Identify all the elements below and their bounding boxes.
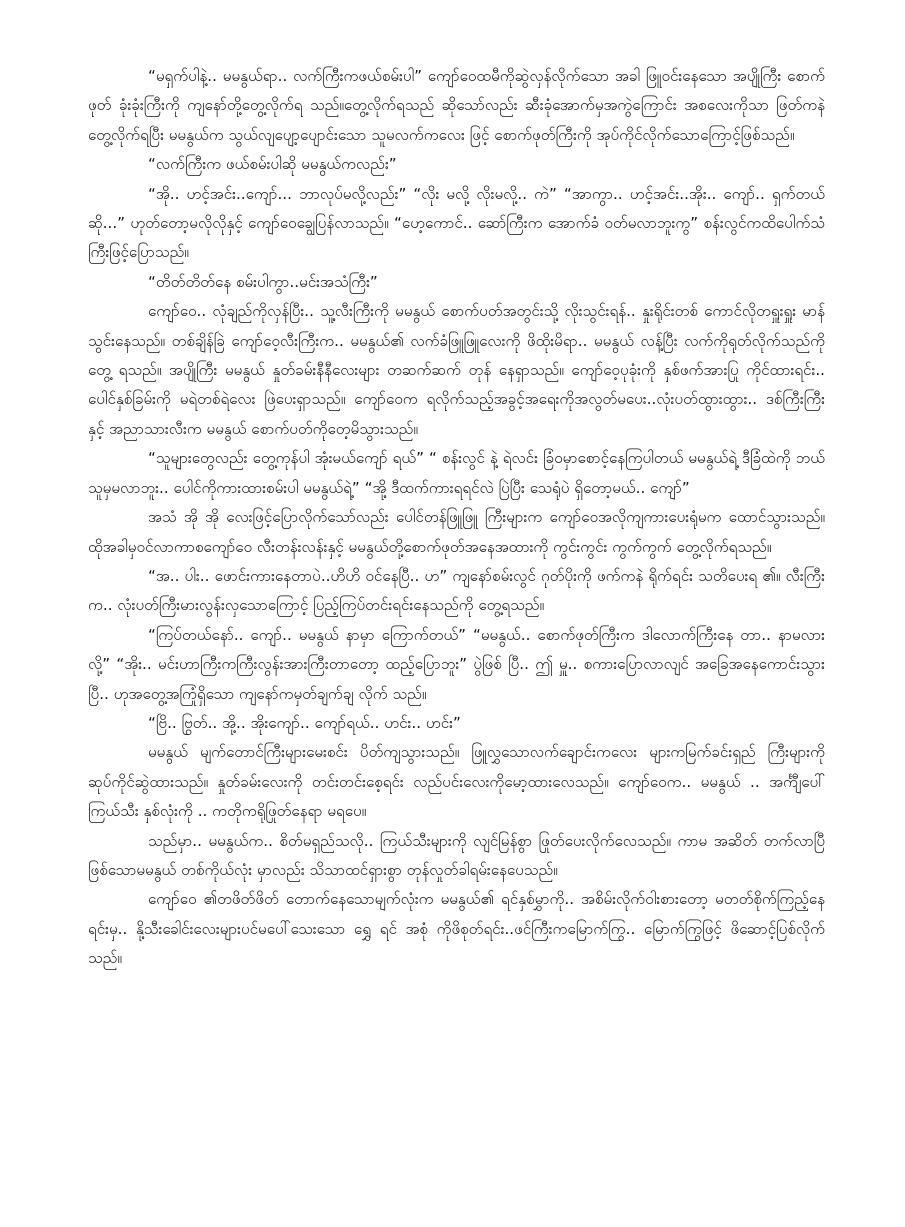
paragraph-1: “မရှက်ပါနဲ့.. မမနွယ်ရာ.. လက်ကြီးကဖယ်စမ်းပါ” ကျော်ဝေထမီကိုဆွဲလှန်လိုက်သော အခါ ဖြူဝင်းနေသော အပျိုကြီး စောက်ဖုတ် ခုံးခုံးကြီးကို ကျနော်တို့တွေ့လိုက်ရ သည်။တွေ့လိုက်ရသည် ဆိုသော်လည်း ဆီးခုံအောက်မှအကွဲကြောင်း အစလေးကိုသာ ဖြတ်ကနဲတွေ့လိုက်ရပြီး မမနွယ်က သွယ်လျပျော့ပျောင်းသော သူမလက်ကလေး ဖြင့် စောက်ဖုတ်ကြီးကို အုပ်ကိုင်လိုက်သောကြောင့်ဖြစ်သည်။ <box>88 67 825 144</box>
paragraph-12: သည်မှာ.. မမနွယ်က.. စိတ်မရှည်သလို.. ကြယ်သီးများကို လျင်မြန်စွာ ဖြုတ်ပေးလိုက်လေသည်။ ကာမ အဆိတ် တက်လာပြီ ဖြစ်သောမမနွယ် တစ်ကိုယ်လုံး မှာလည်း သိသာထင်ရှားစွာ တုန်လှုတ်ခါရမ်းနေပေသည်။ <box>88 831 825 879</box>
paragraph-11: မမနွယ် မျက်တောင်ကြီးများမေးစင်း ပိတ်ကျသွားသည်။ ဖြူလွှသောလက်ချောင်းကလေး များကမြက်ခင်းရှည် ကြီးများကို ဆုပ်ကိုင်ဆွဲထားသည်။ နှုတ်ခမ်းလေးကို တင်းတင်းစေ့ရင်း လည်ပင်းလေးကိုမော့ထားလေသည်။ ကျော်ဝေက.. မမနွယ် .. အင်္ကျီပေါ်ကြယ်သီး နှစ်လုံးကို .. ကတိုကရိုဖြုတ်နေရာ မရပေ။ <box>88 743 825 821</box>
paragraph-7: အသံ အို အို လေးဖြင့်ပြောလိုက်သော်လည်း ပေါင်တန်ဖြူဖြူ ကြီးများက ကျော်ဝေအလိုကျကားပေးရုံမက ထောင်သွားသည်။ ထိုအခါမှဝင်လာကာစကျော်ဝေ လီးတန်းလန်းနှင့် မမနွယ်တို့စောက်ဖုတ်အနေအထားကို ကွင်းကွင်း ကွက်ကွက် တွေ့လိုက်ရသည်။ <box>88 508 825 556</box>
paragraph-10: “ဗြိ.. ဗြွတ်.. အို့.. အိုးကျော်.. ကျော်ရယ်.. ဟင်း.. ဟင်း” <box>148 713 461 732</box>
paragraph-2: “လက်ကြီးက ဖယ်စမ်းပါဆို မမနွယ်ကလည်း” <box>148 155 397 174</box>
paragraph-13: ကျော်ဝေ ၏တဖိတ်ဖိတ် တောက်နေသောမျက်လုံးက မမနွယ်၏ ရင်နှစ်မွှာကို.. အစိမ်းလိုက်ဝါးစားတော့ မတတ်စိုက်ကြည့်နေရင်းမှ.. နို့သီးခေါင်းလေးများပင်မပေါ်သေးသော ရွှေ ရင် အစုံ ကိုဖိစုတ်ရင်း..ဖင်ကြီးကမြောက်ကြွ.. မြောက်ကြွဖြင့် ဖိဆောင့်ပြစ်လိုက်သည်။ <box>88 890 825 968</box>
paragraph-9: “ကြပ်တယ်နော်.. ကျော်.. မမနွယ် နာမှာ ကြောက်တယ်” “မမနွယ်.. စောက်ဖုတ်ကြီးက ဒါလောက်ကြီးနေ တာ.. နာမလားလို့” “အိုး.. မင်းဟာကြီးကကြီးလွန်းအားကြီးတာတော့ ထည့်ပြောဘူး” ပွဲဖြစ် ပြီ.. ဤ မှူ.. စကားပြောလာလျင် အခြေအနေကောင်းသွားပြီ.. ဟုအတွေ့အကြုံရှိသော ကျနော်ကမှတ်ချက်ချ လိုက် သည်။ <box>88 625 825 703</box>
paragraph-5: ကျော်ဝေ.. လုံချည်ကိုလှန်ပြီး.. သူ့လီးကြီးကို မမနွယ် စောက်ပတ်အတွင်းသို့ လိုးသွင်းရန်.. နှုးရိုင်းတစ် ကောင်လိုတရှူးရှူး မာန်သွင်းနေသည်။ တစ်ချိန်ခြဲ ကျော်ဝေ့လီးကြီးက.. မမနွယ်၏ လက်ခံဖြူဖြူလေးကို ဖိထိုးမိရာ.. မမနွယ် လန့်ပြီး လက်ကိုရုတ်လိုက်သည်ကိုတွေ့ ရသည်။ အပျိုကြီး မမနွယ် နှုတ်ခမ်းနီနီလေးများ တဆက်ဆက် တုန် နေရှာသည်။ ကျော်ဝေ့ပုခုံးကို နှစ်ဖက်အားပြု ကိုင်ထားရင်း.. ပေါင်နှစ်ခြမ်းကို မရဲတစ်ရဲလေး ဖြဲပေးရှာသည်။ ကျော်ဝေက ရလိုက်သည့်အခွင့်အရေးကိုအလွတ်မပေး..လုံးပတ်ထွားထွား.. ဒစ်ကြီးကြီး နှင့် အညာသားလီးက မမနွယ် စောက်ပတ်ကိုတေ့မိသွားသည်။ <box>88 302 825 438</box>
paragraph-8: “အ.. ပါး.. ဖောင်းကားနေတာပဲ..ဟိဟိ ဝင်နေပြီ.. ဟ” ကျနော်စမ်းလွင် ဂုတ်ပိုးကို ဖက်ကနဲ ရိုက်ရင်း သတိပေးရ ၏။ လီးကြီးက.. လုံးပတ်ကြီးမားလွန်းလှသောကြောင့် ပြည့်ကြပ်တင်းရင်းနေသည်ကို တွေ့ရသည်။ <box>88 566 825 615</box>
paragraph-4: “တိတ်တိတ်နေ စမ်းပါကွာ..မင်းအသံကြီး” <box>148 272 378 291</box>
paragraph-3: “အို.. ဟင့်အင်း..ကျော်... ဘာလုပ်မလို့လည်း” “လိုး မလို့ လိုးမလို့.. ကဲ” “အာကွာ.. ဟင့်အင်း..အိုး.. ကျော်.. ရှက်တယ်ဆို...” ဟုတ်တော့မလိုလိုနှင့် ကျော်ဝေချွေပြန်လာသည်။ “ဟေ့ကောင်.. ဆော်ကြီးက အောက်ခံ ဝတ်မလာဘူးကွ” စန်းလွင်ကထိပေါက်သံ ကြီးဖြင့်ပြောသည်။ <box>88 184 825 262</box>
paragraph-6: “သူများတွေလည်း တွေ့ကုန်ပါ အုံးမယ်ကျော် ရယ်” “ စန်းလွင် နဲ့ ရဲလင်း ခြံဝမှာစောင့်နေကြပါတယ် မမနွယ်ရဲ့ ဒီခြံထဲကို ဘယ်သူမှမလာဘူး.. ပေါင်ကိုကားထားစမ်းပါ မမနွယ်ရဲ့” “အို့ ဒီထက်ကားရရင်လဲ ပြဲပြီး သေရုံပဲ ရှိတော့မယ်.. ကျော်” <box>88 449 825 497</box>
